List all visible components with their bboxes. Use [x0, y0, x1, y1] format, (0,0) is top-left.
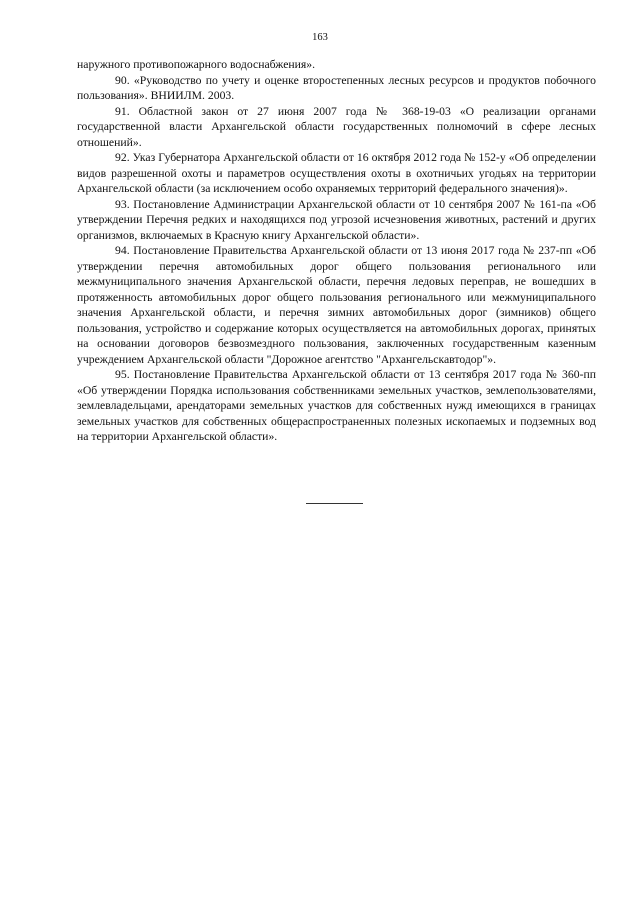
- end-divider: [306, 503, 363, 504]
- reference-item-95: 95. Постановление Правительства Архангельской области от 13 сентября 2017 года № 360-пп «Об утверждении Порядка использования собственниками земельных участков, землепользователями, землевладельцами, арендаторами земельных участков для собственных нужд имеющихся в границах земельных участков для собственных общераспространенных полезных ископаемых и подземных вод на территории Архангельской области».: [77, 368, 596, 443]
- reference-item-94: 94. Постановление Правительства Архангельской области от 13 июня 2017 года № 237-пп «Об утверждении перечня автомобильных дорог общего пользования регионального или межмуниципального значения Архангельской области, перечня ледовых переправ, не вошедших в протяженность автомобильных дорог общего пользования регионального или межмуниципального значения Архангельской области, и перечня зимних автомобильных дорог (зимников) общего пользования, устройство и содержание которых осуществляется на автомобильных дорогах, принятых на основании договоров безвозмездного пользования, заключенных государственным казенным учреждением Архангельской области "Дорожное агентство "Архангельскавтодор"».: [77, 244, 596, 366]
- reference-continuation: наружного противопожарного водоснабжения».: [77, 58, 316, 71]
- reference-list: [77, 57, 596, 445]
- reference-item-91: 91. Областной закон от 27 июня 2007 года № 368-19-03 «О реализации органами государственной власти Архангельской области государственных полномочий в сфере лесных отношений».: [77, 104, 596, 149]
- reference-item-90: 90. «Руководство по учету и оценке второстепенных лесных ресурсов и продуктов побочного пользования». ВНИИЛМ. 2003.: [77, 73, 596, 102]
- reference-item-93: 93. Постановление Администрации Архангельской области от 10 сентября 2007 № 161-па «Об утверждении Перечня редких и находящихся под угрозой исчезновения животных, растений и других организмов, включаемых в Красную книгу Архангельской области».: [77, 197, 596, 242]
- reference-item-92: 92. Указ Губернатора Архангельской области от 16 октября 2012 года № 152-у «Об определении видов разрешенной охоты и параметров осуществления охоты в охотничьих угодьях на территории Архангельской области (за исключением особо охраняемых территорий федерального значения)».: [77, 151, 596, 195]
- page-number: 163: [312, 32, 328, 43]
